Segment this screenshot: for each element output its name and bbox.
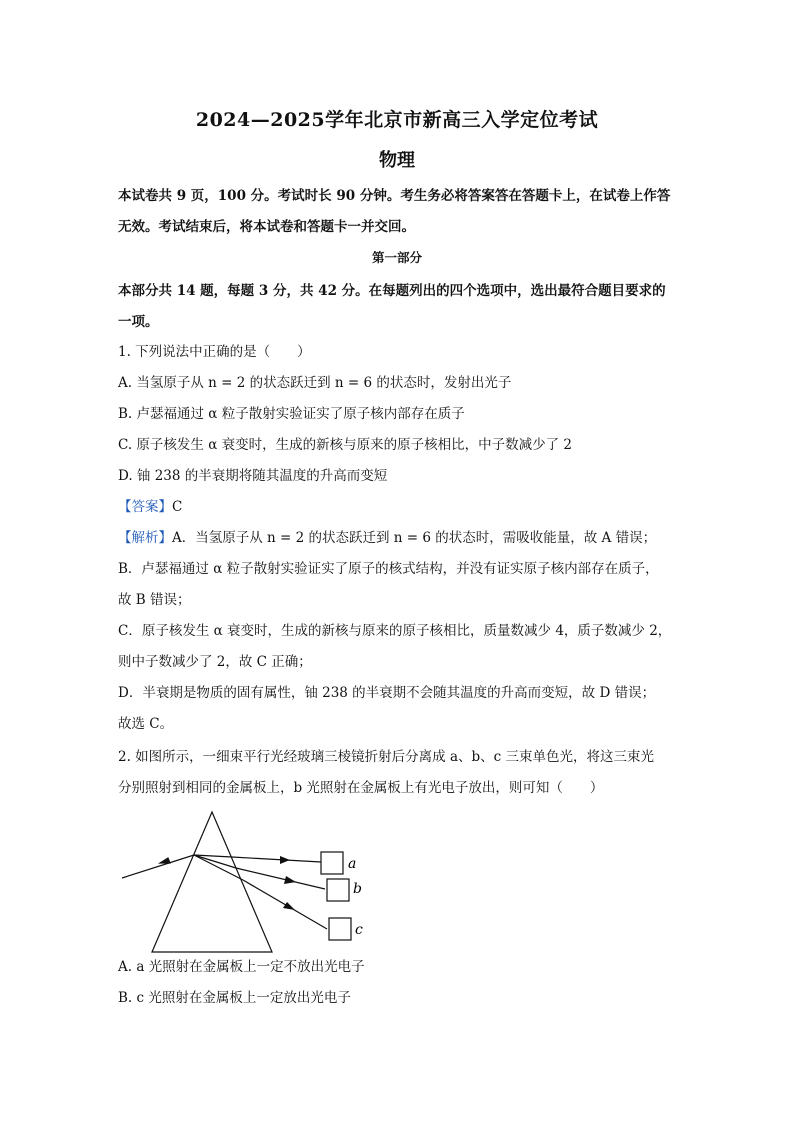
q1-analysis-6: D．半衰期是物质的固有属性，铀 238 的半衰期不会随其温度的升高而变短，故 D 错误；: [118, 685, 656, 701]
q1-analysis-4: C．原子核发生 α 衰变时，生成的新核与原来的原子核相比，质量数减少 4，质子数减少 2，: [118, 623, 672, 639]
page-title: 2024—2025学年北京市新高三入学定位考试: [195, 109, 599, 131]
plate-c: [329, 918, 351, 940]
label-c: c: [355, 922, 363, 938]
q1-option-c: C. 原子核发生 α 衰变时，生成的新核与原来的原子核相比，中子数减少了 2: [118, 437, 573, 453]
q1-analysis-7: 故选 C。: [118, 716, 174, 732]
q2-stem-line-1: 2. 如图所示，一细束平行光经玻璃三棱镜折射后分离成 a、b、c 三束单色光，将这三束光: [118, 749, 655, 765]
analysis-tag: 【解析】: [118, 530, 172, 546]
part-heading: 第一部分: [371, 250, 422, 265]
ray-c: [243, 880, 327, 929]
ray-a: [232, 857, 321, 862]
analysis-text: A．当氢原子从 n = 2 的状态跃迁到 n = 6 的状态时，需吸收能量，故 A 错误；: [172, 530, 657, 546]
plate-b: [327, 879, 349, 901]
subject-title: 物理: [379, 150, 415, 171]
part-desc-line-2: 一项。: [118, 314, 159, 330]
q2-stem-line-2: 分别照射到相同的金属板上，b 光照射在金属板上有光电子放出，则可知（ ）: [118, 780, 604, 796]
q1-analysis-5: 则中子数减少了 2，故 C 正确；: [118, 654, 312, 670]
arrow-c: [283, 902, 295, 910]
q1-analysis-3: 故 B 错误；: [118, 592, 191, 608]
q2-option-b: B. c 光照射在金属板上一定放出光电子: [118, 990, 351, 1006]
incident-ray: [122, 855, 194, 878]
label-b: b: [353, 881, 362, 897]
arrow-b: [284, 876, 296, 884]
answer-value: C: [172, 499, 183, 515]
plate-a: [321, 852, 343, 874]
q1-option-a: A. 当氢原子从 n = 2 的状态跃迁到 n = 6 的状态时，发射出光子: [118, 375, 512, 391]
ray-b: [236, 868, 325, 889]
incident-arrow: [160, 858, 170, 863]
notice-line-1: 本试卷共 9 页，100 分。考试时长 90 分钟。考生务必将答案答在答题卡上，在试卷上作答: [118, 188, 671, 204]
label-a: a: [348, 856, 357, 872]
answer-tag: 【答案】: [118, 499, 172, 515]
q1-option-b: B. 卢瑟福通过 α 粒子散射实验证实了原子核内部存在质子: [118, 406, 465, 422]
prism-triangle: [152, 812, 272, 952]
q1-option-d: D. 铀 238 的半衰期将随其温度的升高而变短: [118, 468, 388, 484]
q1-stem: 1. 下列说法中正确的是（ ）: [118, 344, 311, 360]
arrow-a: [280, 856, 290, 864]
part-desc-line-1: 本部分共 14 题，每题 3 分，共 42 分。在每题列出的四个选项中，选出最符合题目要求的: [118, 283, 666, 299]
q1-analysis-2: B．卢瑟福通过 α 粒子散射实验证实了原子的核式结构，并没有证实原子核内部存在质子，: [118, 561, 659, 577]
q2-option-a: A. a 光照射在金属板上一定不放出光电子: [118, 959, 365, 975]
notice-line-2: 无效。考试结束后，将本试卷和答题卡一并交回。: [118, 219, 415, 235]
